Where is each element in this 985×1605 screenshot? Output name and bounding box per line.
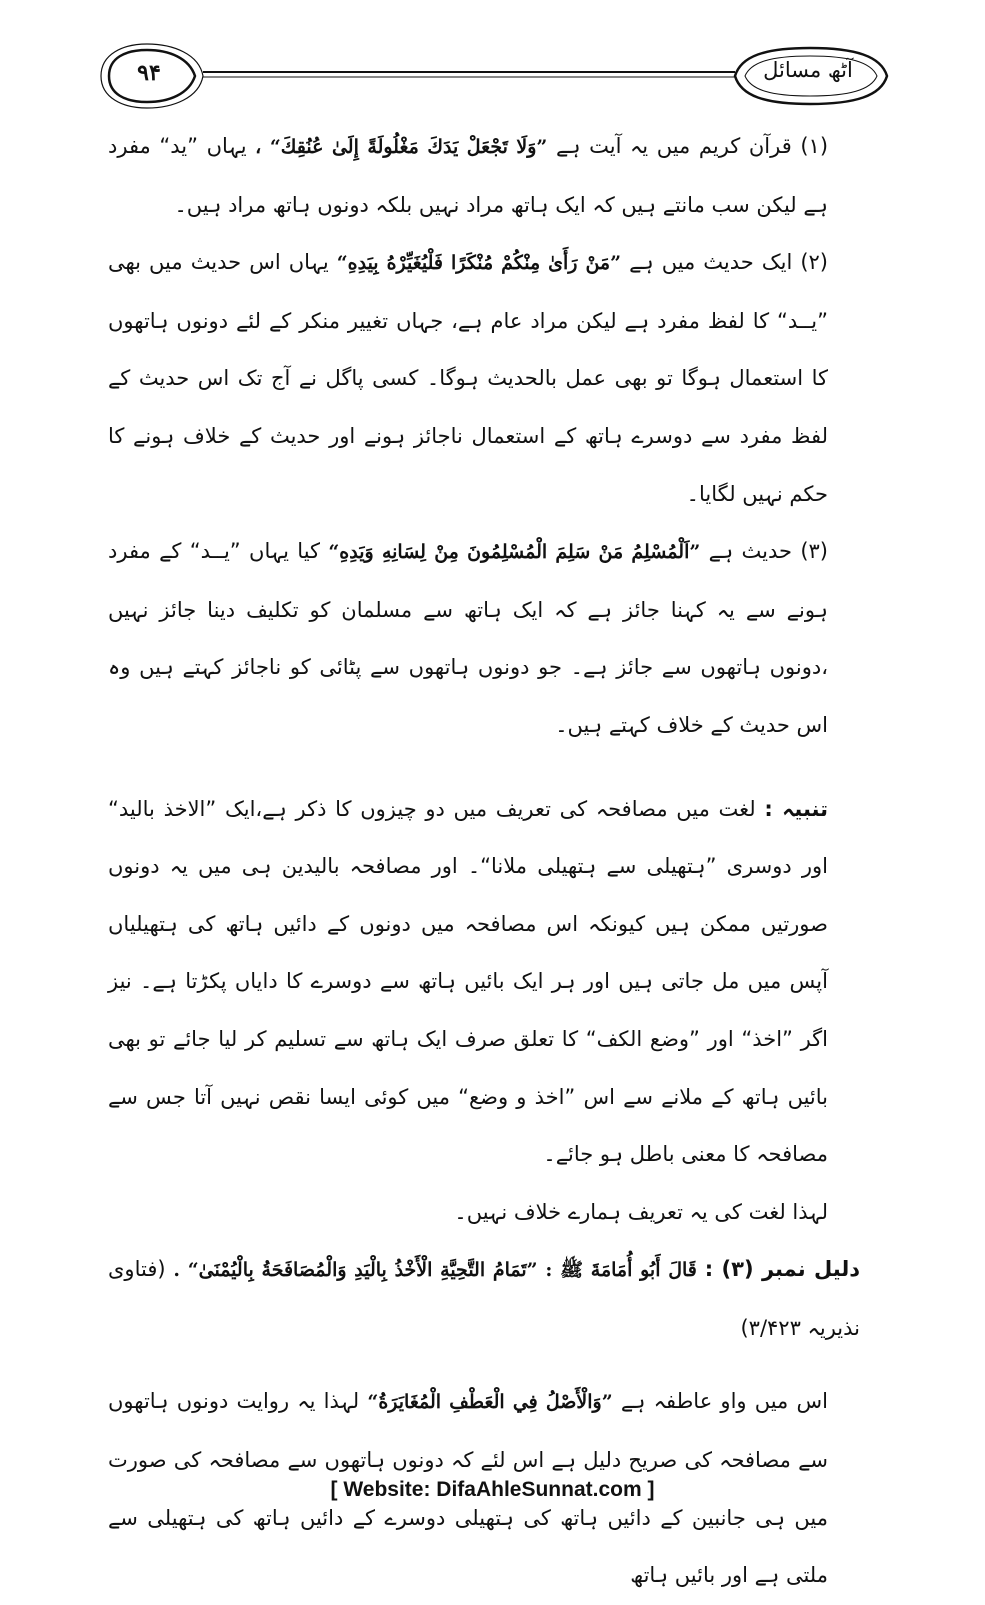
tanbeeh-label: تنبیہ : bbox=[764, 796, 828, 821]
lughat-conclusion bbox=[108, 1184, 860, 1242]
running-title: آٹھ مسائل bbox=[763, 58, 853, 82]
page-body bbox=[108, 118, 860, 1588]
daleel-label: دلیل نمبر (۳) : bbox=[704, 1257, 860, 1282]
website-footer: [ Website: DifaAhleSunnat.com ] bbox=[330, 1478, 655, 1501]
paragraph-2-body: میں بھی ”یــد“ کا لفظ مفرد ہے لیکن مراد عام ہے، جہاں تغییر منکر کے لئے دونوں ہاتھوں کا استعمال ہوگا تو بھی عمل بالحدیث ہوگا۔ کسی پاگل نے آج تک اس حدیث کے لفظ مفرد سے دوسرے ہاتھ کے استعمال ناجائز ہونے اور حدیث کے خلاف ہونے کا حکم نہیں لگایا۔ bbox=[108, 250, 828, 506]
daleel-3 bbox=[108, 1241, 860, 1357]
quran-verse-quote: ”وَلَا تَجْعَلْ يَدَكَ مَغْلُولَةً إِلَىٰ عُنُقِكَ“ ، bbox=[255, 136, 548, 158]
paragraph-3-intro-end: کیا یہاں bbox=[249, 539, 321, 564]
maxim-quote: ”وَالْأَصْلُ فِي الْعَطْفِ الْمُغَايَرَةُ“ bbox=[367, 1391, 613, 1414]
lughat-conclusion-text: لہذا لغت کی یہ تعریف ہمارے خلاف نہیں۔ bbox=[454, 1199, 828, 1224]
paragraph-3 bbox=[108, 523, 860, 754]
page-number: ۹۴ bbox=[137, 60, 161, 86]
paragraph-1-intro: (۱) قرآن کریم میں یہ آیت ہے bbox=[555, 134, 829, 158]
tanbeeh-note bbox=[108, 781, 860, 1184]
daleel-reference: (فتاوی نذیریہ ۳/۴۲۳) bbox=[108, 1257, 860, 1340]
hadith-quote-1: ”مَنْ رَأَىٰ مِنْكُمْ مُنْكَرًا فَلْيُغَيِّرْهُ بِيَدِهِ“ bbox=[336, 252, 622, 275]
daleel-arabic-text: قَالَ أَبُو أُمَامَةَ ﷺ : ”تَمَامُ التَّحِيَّةِ الْأَخْذُ بِالْيَدِ وَالْمُصَافَحَةُ بِالْيُمْنَىٰ“ . bbox=[173, 1259, 697, 1282]
paragraph-2-intro-end: یہاں اس حدیث bbox=[190, 250, 329, 275]
paragraph-3-body: ”یــد“ کے مفرد ہونے سے یہ کہنا جائز ہے کہ ایک ہاتھ سے مسلمان کو تکلیف دینا جائز نہیں ،دونوں ہاتھوں سے جائز ہے۔ جو دونوں ہاتھوں سے پٹائی کو ناجائز کہتے ہیں وہ اس حدیث کے خلاف کہتے ہیں۔ bbox=[108, 539, 828, 737]
paragraph-2 bbox=[108, 234, 860, 523]
page-header bbox=[95, 40, 895, 110]
closing-intro: اس میں واو عاطفہ ہے bbox=[620, 1389, 828, 1414]
paragraph-1 bbox=[108, 118, 860, 234]
paragraph-1-explanation: یہاں ”ید“ مفرد ہے لیکن سب مانتے ہیں کہ ایک ہاتھ مراد نہیں بلکہ دونوں ہاتھ مراد ہیں۔ bbox=[108, 134, 828, 217]
paragraph-3-intro: (۳) حدیث ہے bbox=[708, 539, 828, 564]
paragraph-2-intro: (۲) ایک حدیث میں ہے bbox=[629, 250, 828, 275]
hadith-quote-2: ”اَلْمُسْلِمُ مَنْ سَلِمَ الْمُسْلِمُونَ مِنْ لِسَانِهِ وَيَدِهِ“ bbox=[328, 541, 701, 564]
closing-body: لہذا یہ روایت دونوں ہاتھوں سے مصافحہ کی صریح دلیل ہے اس لئے کہ دونوں ہاتھوں سے مصافحہ کی صورت میں ہی جانبین کے دائیں ہاتھ کی ہتھیلی دوسرے کے دائیں ہاتھ کی ہتھیلی سے ملتی ہے اور بائیں ہاتھ bbox=[108, 1389, 828, 1588]
tanbeeh-text: لغت میں مصافحہ کی تعریف میں دو چیزوں کا ذکر ہے،ایک ”الاخذ بالید“ اور دوسری ”ہتھیلی سے ہتھیلی ملانا“۔ اور مصافحہ بالیدین ہی میں یہ دونوں صورتیں ممکن ہیں کیونکہ اس مصافحہ میں دونوں کے دائیں ہاتھ کی ہتھیلیاں آپس میں مل جاتی ہیں اور ہر ایک بائیں ہاتھ سے دوسرے کا دایاں پکڑتا ہے۔ نیز اگر ”اخذ“ اور ”وضع الکف“ کا تعلق صرف ایک ہاتھ سے تسلیم کر لیا جائے تو بھی بائیں ہاتھ کے ملانے سے اس ”اخذ و وضع“ میں کوئی ایسا نقص نہیں آتا جس سے مصافحہ کا معنی باطل ہو جائے۔ bbox=[108, 796, 828, 1167]
